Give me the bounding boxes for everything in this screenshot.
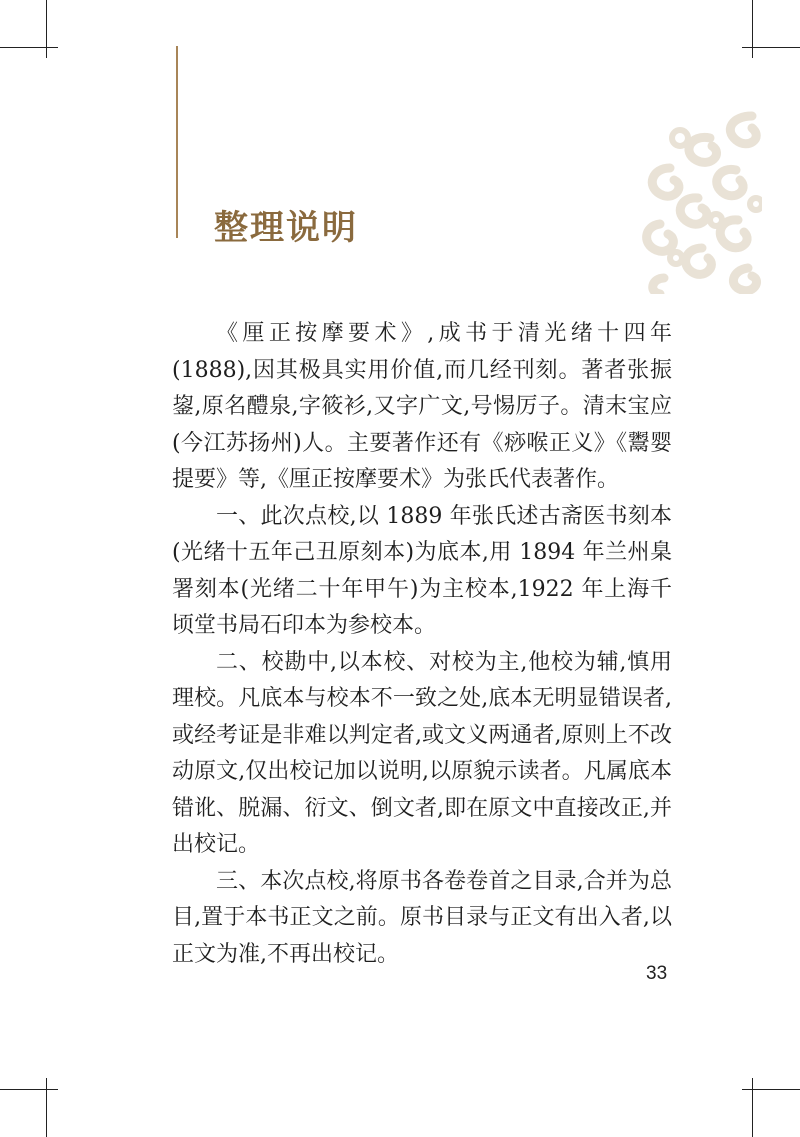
crop-mark-bottom-right-v bbox=[752, 1078, 753, 1137]
crop-mark-bottom-right-h bbox=[742, 1089, 800, 1090]
paragraph-item-3: 三、本次点校,将原书各卷卷首之目录,合并为总目,置于本书正文之前。原书目录与正文有出入者,以正文为准,不再出校记。 bbox=[172, 868, 672, 967]
crop-mark-top-left-h bbox=[0, 47, 58, 48]
body-text bbox=[172, 316, 672, 973]
title-vertical-rule bbox=[176, 46, 178, 238]
crop-mark-top-right-h bbox=[742, 47, 800, 48]
crop-mark-bottom-left-v bbox=[46, 1078, 47, 1137]
paragraph-item-1: 一、此次点校,以 1889 年张氏述古斋医书刻本(光绪十五年己丑原刻本)为底本,用 1894 年兰州臬署刻本(光绪二十年甲午)为主校本,1922 年上海千顷堂书局石印本为参校本。 bbox=[172, 503, 672, 638]
page-title: 整理说明 bbox=[214, 208, 358, 248]
crop-mark-top-left-v bbox=[46, 0, 47, 58]
crop-mark-top-right-v bbox=[752, 0, 753, 58]
cloud-scroll-ornament-icon bbox=[640, 108, 762, 294]
paragraph-intro: 《厘正按摩要术》,成书于清光绪十四年(1888),因其极具实用价值,而几经刊刻。著者张振鋆,原名醴泉,字筱衫,又字广文,号惕厉子。清末宝应(今江苏扬州)人。主要著作还有《痧喉正义》《鬻婴提要》等,《厘正按摩要术》为张氏代表著作。 bbox=[172, 321, 672, 492]
page-number: 33 bbox=[646, 963, 668, 984]
paragraph-item-2: 二、校勘中,以本校、对校为主,他校为辅,慎用理校。凡底本与校本不一致之处,底本无明显错误者,或经考证是非难以判定者,或文义两通者,原则上不改动原文,仅出校记加以说明,以原貌示读者。凡属底本错讹、脱漏、衍文、倒文者,即在原文中直接改正,并出校记。 bbox=[172, 649, 672, 857]
crop-mark-bottom-left-h bbox=[0, 1089, 58, 1090]
